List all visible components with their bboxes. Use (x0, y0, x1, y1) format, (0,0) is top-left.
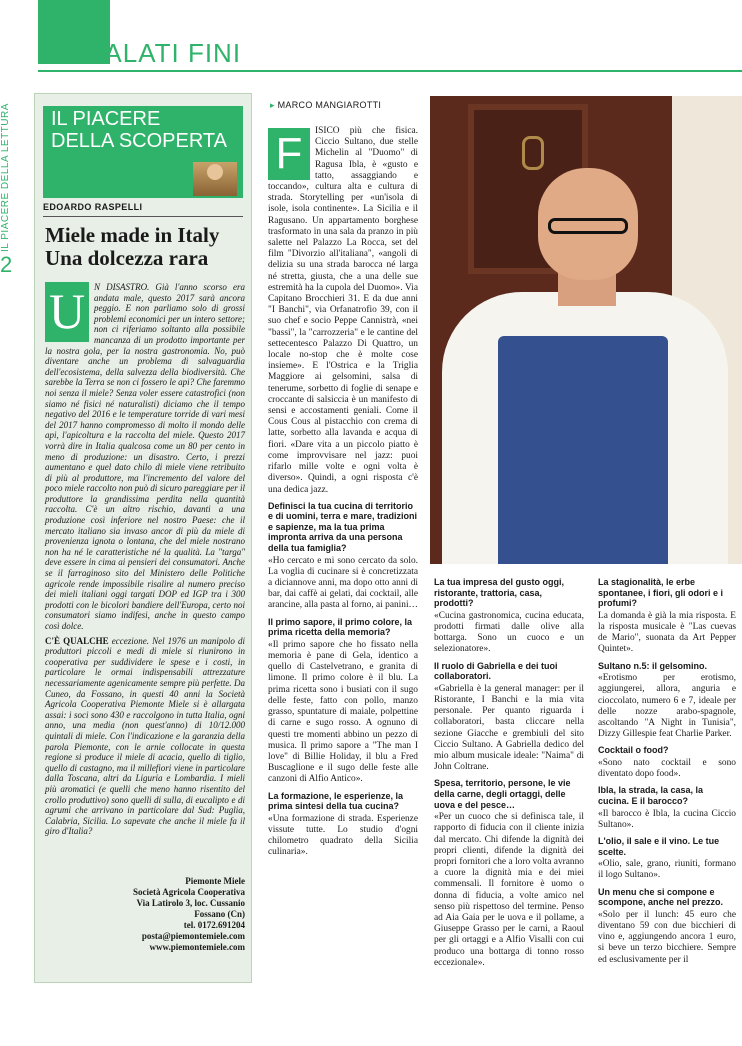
interview-question: Un menu che si compone e scompone, anche nel prezzo. (598, 886, 724, 908)
sidebar-body (45, 282, 245, 841)
section-title: PALATI FINI (88, 38, 242, 68)
contact-email[interactable]: posta@piemontemiele.com (141, 931, 245, 941)
contact-website[interactable]: www.piemontemiele.com (149, 942, 245, 952)
interview-answer: «Ho cercato e mi sono cercato da solo. La voglia di cucinare si è concretizzata a diciannove anni, ma dopo otto anni di bar, dai caffè ai gelati, dai cocktail, alle arancine, alla pasta al forno, ai panini… (268, 555, 418, 611)
sidebar-header (43, 106, 243, 198)
interview-answer: «Il barocco è Ibla, la cucina Ciccio Sultano». (598, 808, 736, 830)
interview-answer: La domanda è già la mia risposta. E la risposta musicale è "Las cuevas de Mario", suonata da Art Pepper Quintet». (598, 610, 736, 655)
sidebar-paragraph-2 (45, 636, 245, 837)
interview-question: Ibla, la strada, la casa, la cucina. E il barocco? (598, 785, 704, 806)
article-column-3 (598, 573, 736, 971)
author-photo (193, 162, 237, 196)
interview-question: Cocktail o food? (598, 745, 669, 756)
interview-answer: «Cucina gastronomica, cucina educata, prodotti firmati dalle olive alla bottarga. Sono un cuoco e un selezionatore». (434, 610, 584, 655)
article-dropcap: F (268, 128, 310, 180)
interview-answer: «Il primo sapore che ho fissato nella memoria è pane di Gela, identico a quello di Castelvetrano, e granita di limone. Il primo colore è il blu. La prima ricetta sono i busiati con il sugo delle feste, fatto con pollo, manzo grasso, spuntature di maiale, polpettine di carne e sugo rosso. A ognuno di questi tre momenti abbino un pezzo di musica. Il primo sapore a "The man I love" di Billie Holiday, il blu a Fred Buscaglione e il sugo delle feste alle canzoni di Alfio Antico». (268, 639, 418, 785)
contact-line: Fossano (Cn) (194, 909, 245, 919)
interview-question: L'olio, il sale e il vino. Le tue scelte. (598, 836, 720, 857)
headline-line-2: Una dolcezza rara (45, 246, 209, 270)
sidebar-divider (43, 216, 243, 217)
interview-answer: «Una formazione di strada. Esperienze vissute tutte. Lo studio d'ogni chilometro quadrato della Sicilia culinaria». (268, 813, 418, 858)
interview-answer: «Per un cuoco che si definisca tale, il rapporto di fiducia con il cliente inizia dal mercato. Chi difende la dignità dei propri clienti, difende la dignità dei propri fornitori che a loro volta avranno a cuore la dignità mia e dei miei commensali. Il fornitore è uomo o donna di fiducia, a volte amico nel senso più rispettoso del termine. Penso ad Aia Gaia per le uova e il pollame, a Giuseppe Grasso per le carni, a Raoul per gli ortaggi e a Alfio Visalli con cui produco una bottarga di tonno rosso eccezionale». (434, 812, 584, 968)
interview-question: Definisci la tua cucina di territorio e di uomini, terra e mare, tradizioni e sapienze, ma la tua prima impronta arriva da una persona della tua famiglia? (268, 500, 418, 554)
interview-question: Sultano n.5: il gelsomino. (598, 660, 708, 671)
chef-photo (430, 96, 742, 564)
sidebar-box (34, 93, 252, 983)
interview-question: Il primo sapore, il primo colore, la prima ricetta della memoria? (268, 616, 413, 638)
photo-door-knocker (522, 136, 544, 170)
contact-line: Piemonte Miele (185, 876, 245, 886)
photo-chef-apron (498, 336, 668, 564)
sidebar-contacts (45, 876, 245, 953)
sidebar-dropcap: U (45, 282, 89, 342)
interview-question: Il ruolo di Gabriella e dei tuoi collaboratori. (434, 660, 558, 682)
sidebar-paragraph-2-text: eccezione. Nel 1976 un manipolo di produttori piccoli e medi di miele si riunirono in cooperativa per suddividere le spese e i costi, in particolare le ormai indispensabili attrezzature necessariamente agenicamente sempre più perfette. Da Cuneo, da Fossano, in questi 40 anni la Società Agricola Cooperativa Piemonte Miele si è allargata assai: i soci sono 430 e raccolgono in tutta Italia, ogni anno, una media (non quest'anno) di 10/12.000 quintali di miele. Con l'indicazione e la garanzia della parola Piemonte, con le arnie collocate in questa regione si produce il miele di acacia, quello di tiglio, quello di castagno, ma il millefiori viene in particolare dalla Toscana, altri da Liguria e Lombardia. I mieli più aromatici (e quelli che meno hanno risentito del crollo produttivo) sono quelli di sulla, di eucalipto e di agrumi che arrivano in particolare dal Sud: Puglia, Calabria, Sicilia. Lo sapevate che anche il miele fa il giro d'Italia? (45, 635, 245, 837)
contact-line: Società Agricola Cooperativa (133, 887, 245, 897)
photo-chef-glasses (548, 218, 628, 234)
side-section-label: IL PIACERE DELLA LETTURA (0, 103, 11, 252)
interview-question: Spesa, territorio, persone, le vie della carne, degli ortaggi, delle uova e del pesce… (434, 778, 571, 810)
sidebar-author: EDOARDO RASPELLI (43, 202, 143, 212)
interview-answer: «Sono nato cocktail e sono diventato dopo food». (598, 758, 736, 780)
interview-answer: «Erotismo per erotismo, aggiungerei, allora, anguria e cioccolato, numero 6 e 7, ideale per delle nozze arabo-spagnole, ascoltando "A Night in Tunisia", Dizzy Gillespie feat Charlie Parker. (598, 673, 736, 740)
article-column-2 (434, 573, 584, 974)
article-byline: ▸ MARCO MANGIAROTTI (270, 100, 381, 111)
contact-phone: tel. 0172.691204 (183, 920, 245, 930)
sidebar-paragraph-2-lead: C'È QUALCHE (45, 635, 109, 646)
sidebar-headline (45, 224, 245, 270)
article-column-1 (268, 126, 418, 864)
interview-question: La stagionalità, le erbe spontanee, i fiori, gli odori e i profumi? (598, 577, 724, 609)
article-intro (268, 126, 418, 496)
contact-line: Via Latirolo 3, loc. Cussanio (136, 898, 245, 908)
sidebar-title: IL PIACERE DELLA SCOPERTA (51, 108, 227, 152)
interview-question: La tua impresa del gusto oggi, ristorante, trattoria, casa, prodotti? (434, 577, 565, 609)
header-divider (38, 70, 742, 72)
article-intro-text: ISICO più che fisica. Ciccio Sultano, due stelle Michelin al "Duomo" di Ragusa Ibla, è «gusto e tatto, assaggiando e toccando», cultura alta e cultura di strada. Storytelling per «un'isola di isole, isola continente». La Sicilia e il Ragusano. Un appartamento borghese trasformato in una sala da pranzo in più salette nel Palazzo La Rocca, set del film "Divorzio all'italiana", «angoli di delizia su una strada barocca né larga né stretta, giusta, che a una delle sue estremità ha la cupola del Duomo». Via Capitano Brocchieri 31. E da due anni "I Banchi", via Orfanatrofio 39, con il suo chef e socio Peppe Cannistrà, «nei "bassi", la "carrozzeria" e le cantine del settecentesco Palazzo Di Quattro, un locale no-stop che è molte cose insieme». E l'Ostrica e la Triglia Maggiore ai gelsomini, salsa di tenerume, sorbetto di foglie di senape e croccante di salsiccia è un manifesto di sensi e accostamenti geniali. Come il Cous Cous al pistacchio con crema di latte, sorbetto alla lavanda e acqua di fiori. «Dare vita a un piccolo piatto è come improvvisare nel jazz: puoi rifarlo mille volte e ogni volta è diverso». Quindi, a ogni risposta c'è una dedica jazz. (268, 126, 418, 495)
page-number: 2 (0, 252, 13, 277)
sidebar-paragraph-1: N DISASTRO. Già l'anno scorso era andata male, questo 2017 sarà ancora peggio. E non parliamo solo di grossi problemi economici per un intero settore; non ci riferiamo soltanto alla possibile mancanza di un prodotto importante per la nostra gola, per la nostra gastronomia. No, può diventare anche un problema di salvaguardia dell'ecosistema, della salvezza della biodiversità. Che sarebbe la Terra se non ci fossero le api? Che faremmo noi senza il miele? Senza voler essere catastrofici (non siamo né fisici né naturalisti) diciamo che il tempo negativo del 2016 e le temperature torride di vari mesi del 2017 hanno compromesso di molto il mondo delle api, l'apicoltura e la raccolta del miele. Questo 2017 vorrà dire in Italia qualcosa come un 80 per cento in meno di produzione: un disastro. Certo, i prezzi aumentano e quel dato chilo di miele viene retribuito di più al produttore, ma l'incremento del valore del poco miele raccolto non può di sicuro pareggiare per il produttore la grandissima perdita nella quantità raccolta. C'è un altro rischio, davanti a una produzione così inferiore nel nostro Paese: che il mercato italiano sia invaso ancor di più da miele di provenienza ignota o lontana, che del miele nostrano non ha né le caratteristiche né la qualità. La "targa" deve essere in cima ai pensieri dei consumatori. Anche se il farraginoso sito del Ministero delle Politiche agricole rende impossibile risalire al numero preciso dei mieli italiani oggi targati DOP ed IGP tra i 300 prodotti con le bicolori bandiere dell'Europa, certo noi consumatori siamo indifesi, anche in questo campo così dolce. (45, 282, 245, 631)
headline-line-1: Miele made in Italy (45, 223, 220, 247)
interview-answer: «Solo per il lunch: 45 euro che diventano 59 con due bicchieri di vino e, aggiungendo ancora 1 euro, si beve un terzo bicchiere. Sempre ed esclusivamente per il (598, 909, 736, 965)
interview-answer: «Gabriella è la general manager: per il Ristorante, I Banchi e la mia vita personale. Per quanto riguarda i collaboratori, basta cliccare nella sezione Giacche e grembiuli del sito Ciccio Sultano. A Gabriella dedico del mio album musicale ideale: "Naima" di John Coltrane. (434, 683, 584, 773)
interview-answer: «Olio, sale, grano, riuniti, formano il logo Sultano». (598, 859, 736, 881)
interview-question: La formazione, le esperienze, la prima sintesi della tua cucina? (268, 790, 404, 812)
